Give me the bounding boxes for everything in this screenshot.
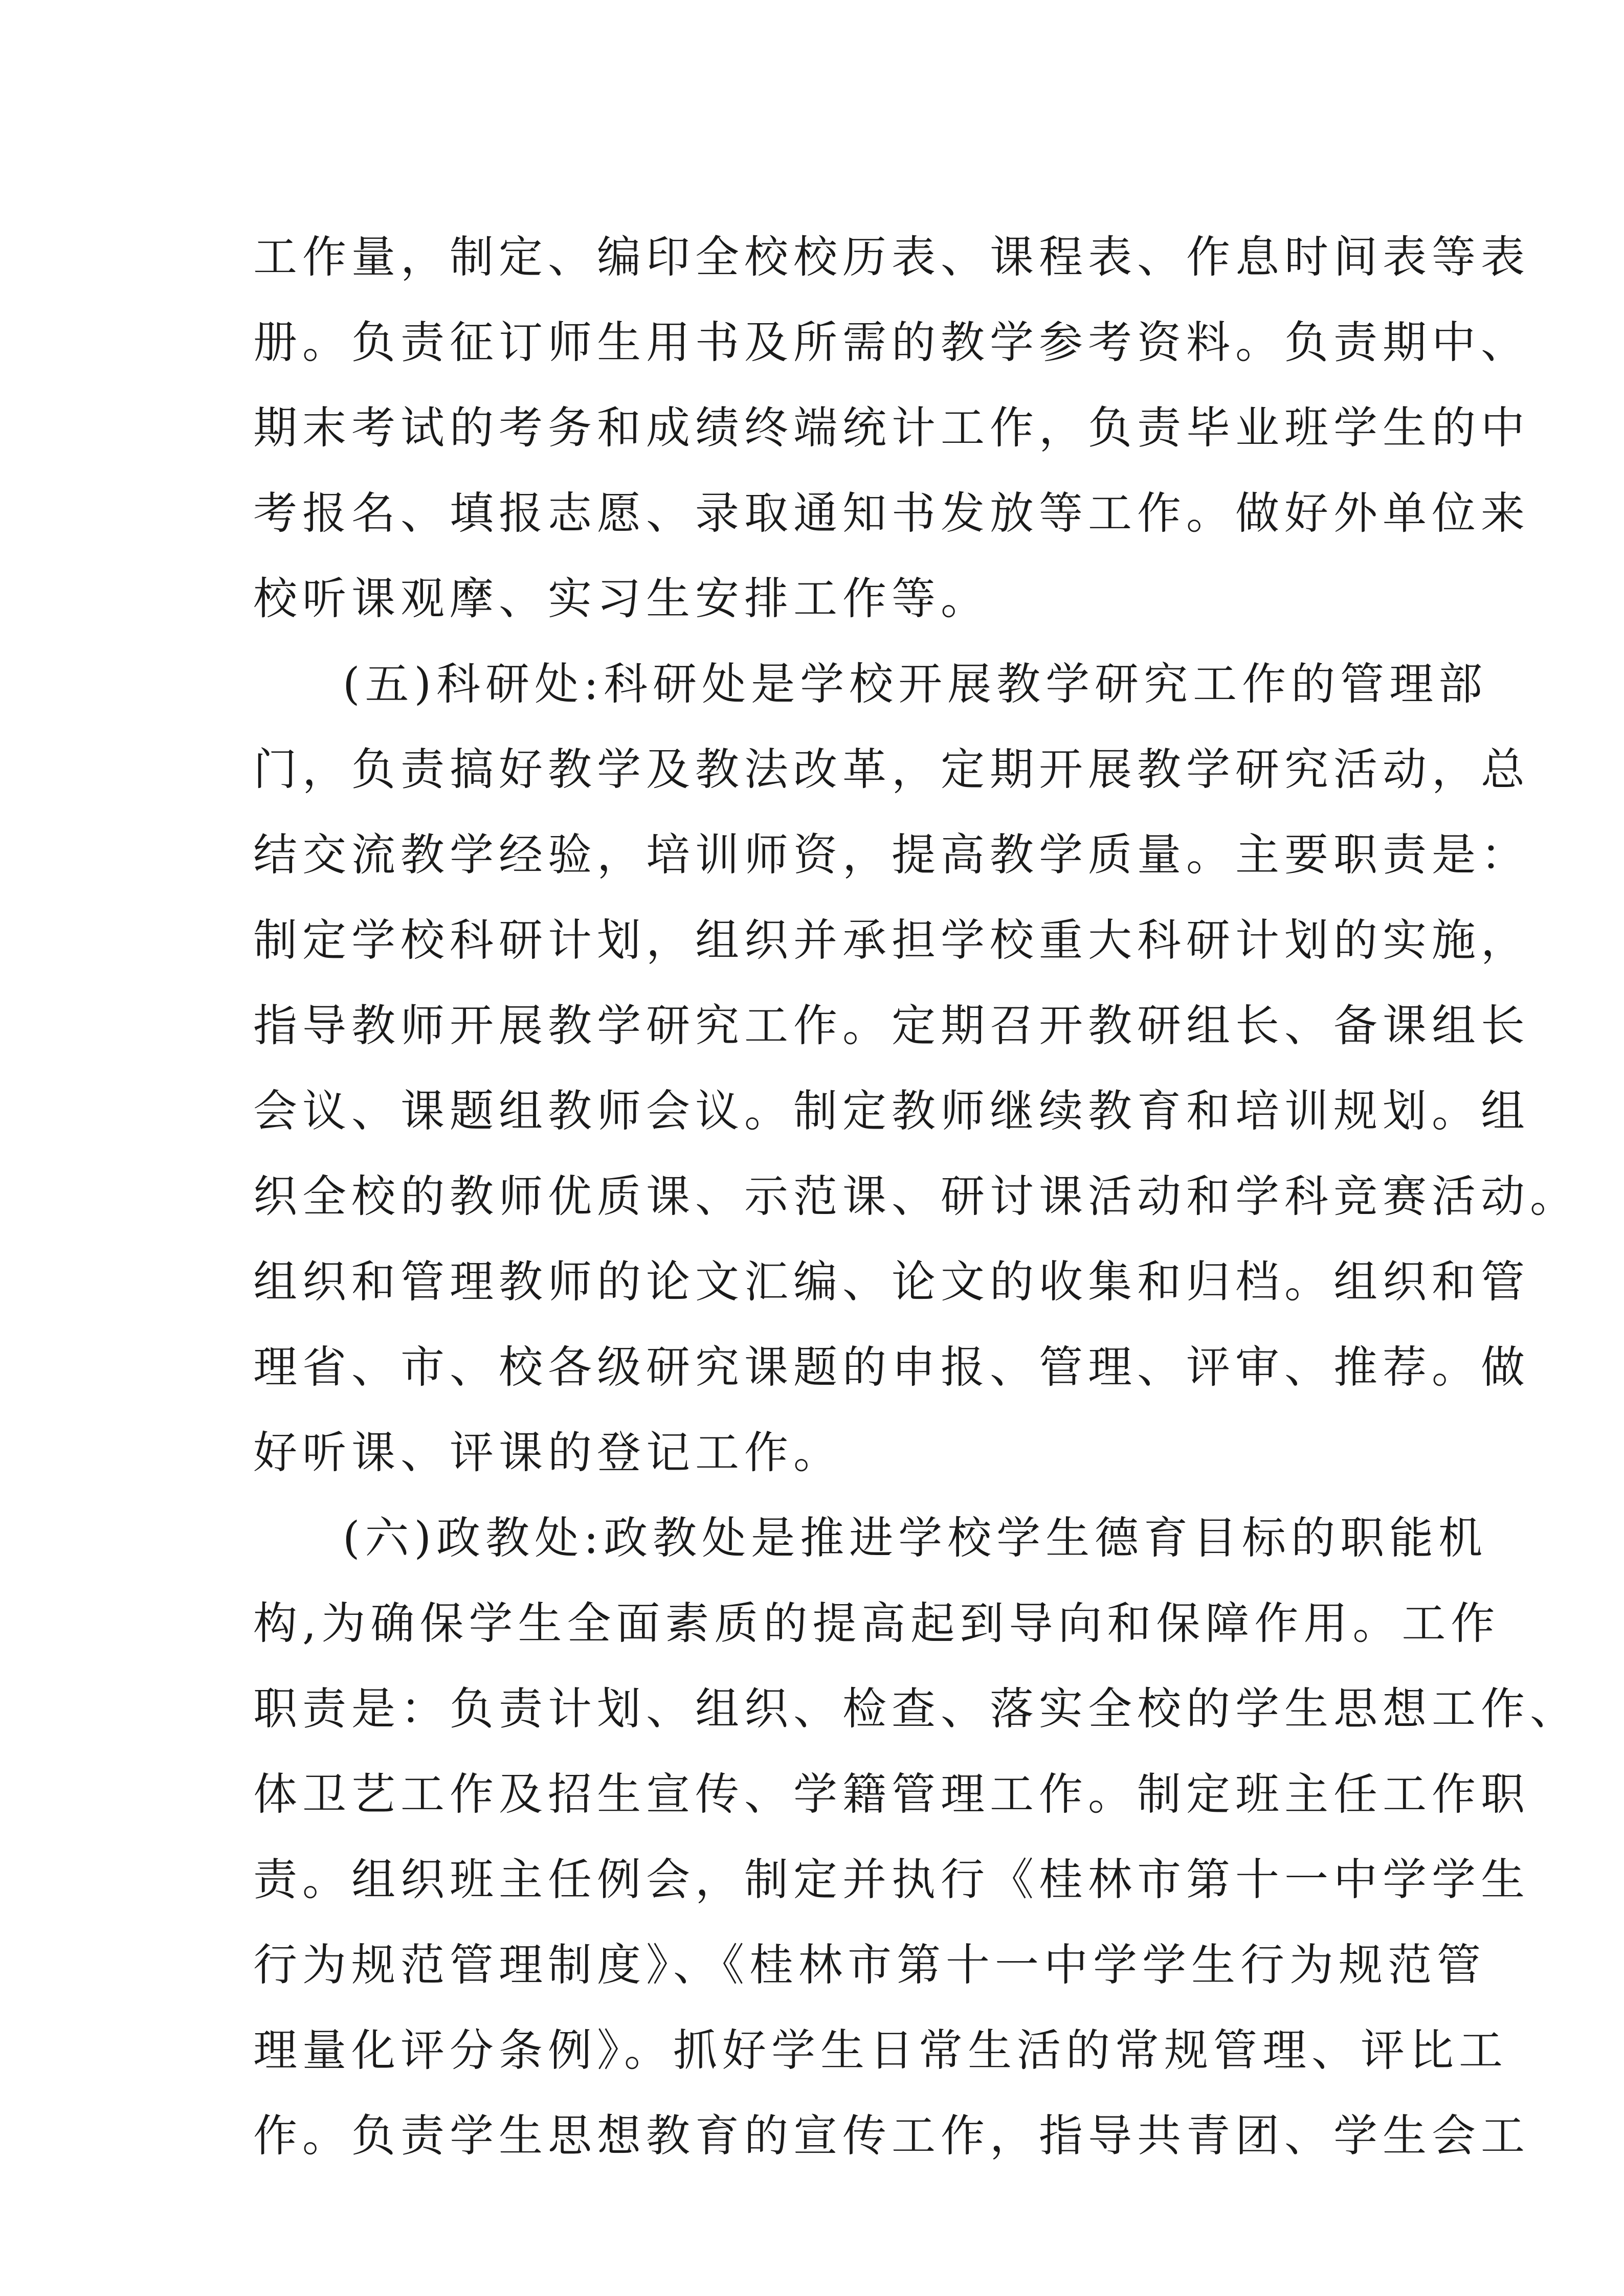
section-5-heading-line: (五)科研处:科研处是学校开展教学研究工作的管理部 (343, 659, 1488, 710)
text-line: 构,为确保学生全面素质的提高起到导向和保障作用。工作 (253, 1598, 1500, 1649)
text-line: 门，负责搞好教学及教法改革，定期开展教学研究活动，总 (253, 744, 1530, 795)
text-line: 工作量，制定、编印全校校历表、课程表、作息时间表等表 (253, 232, 1530, 283)
text-line: 行为规范管理制度》、《桂林市第十一中学学生行为规范管 (253, 1940, 1486, 1991)
text-line: 职责是：负责计划、组织、检查、落实全校的学生思想工作、 (253, 1683, 1579, 1735)
text-line: 理省、市、校各级研究课题的申报、管理、评审、推荐。做 (253, 1342, 1530, 1393)
text-line: 会议、课题组教师会议。制定教师继续教育和培训规划。组 (253, 1086, 1530, 1137)
text-line: 指导教师开展教学研究工作。定期召开教研组长、备课组长 (253, 1000, 1530, 1051)
text-line: 期末考试的考务和成绩终端统计工作，负责毕业班学生的中 (253, 402, 1530, 454)
text-line: 责。组织班主任例会，制定并执行《桂林市第十一中学学生 (253, 1854, 1530, 1905)
text-line: 组织和管理教师的论文汇编、论文的收集和归档。组织和管 (253, 1256, 1530, 1308)
text-line: 织全校的教师优质课、示范课、研讨课活动和学科竞赛活动。 (253, 1171, 1579, 1222)
text-line: 体卫艺工作及招生宣传、学籍管理工作。制定班主任工作职 (253, 1769, 1530, 1820)
section-6-heading-line: (六)政教处:政教处是推进学校学生德育目标的职能机 (343, 1513, 1488, 1564)
text-line: 校听课观摩、实习生安排工作等。 (253, 573, 990, 624)
text-line: 制定学校科研计划，组织并承担学校重大科研计划的实施， (253, 915, 1530, 966)
text-line: 理量化评分条例》。抓好学生日常生活的常规管理、评比工 (253, 2025, 1508, 2076)
text-line: 作。负责学生思想教育的宣传工作，指导共青团、学生会工 (253, 2110, 1530, 2162)
text-line: 考报名、填报志愿、录取通知书发放等工作。做好外单位来 (253, 488, 1530, 539)
text-line: 册。负责征订师生用书及所需的教学参考资料。负责期中、 (253, 317, 1530, 368)
text-line: 好听课、评课的登记工作。 (253, 1427, 842, 1478)
text-line: 结交流教学经验，培训师资，提高教学质量。主要职责是： (253, 829, 1530, 881)
body-text (253, 215, 1579, 2179)
